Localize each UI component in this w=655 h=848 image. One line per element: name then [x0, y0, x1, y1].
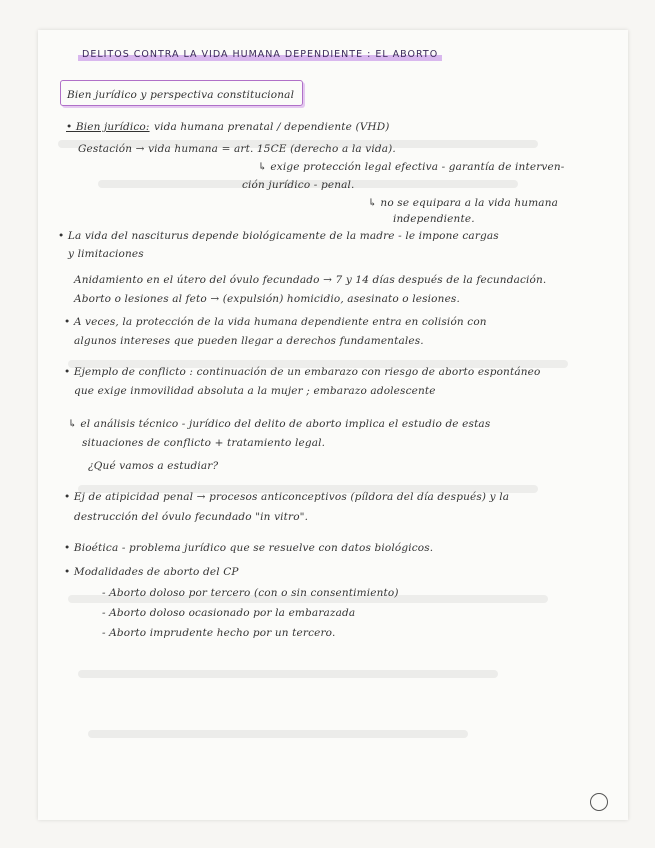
- section-heading-box: [60, 80, 303, 106]
- note-modalidad-2: - Aborto doloso ocasionado por la embarazada: [102, 607, 356, 619]
- note-bioetica: • Bioética - problema jurídico que se resuelve con datos biológicos.: [64, 542, 434, 554]
- note-bien-juridico-label: • Bien jurídico:: [66, 121, 150, 133]
- note-modalidad-3: - Aborto imprudente hecho por un tercero.: [102, 627, 336, 639]
- note-gestacion: Gestación → vida humana = art. 15CE (derecho a la vida).: [78, 143, 396, 155]
- note-intervencion: ción jurídico - penal.: [242, 179, 355, 191]
- note-colision: • A veces, la protección de la vida humana dependiente entra en colisión con: [64, 316, 487, 328]
- note-atipicidad: • Ej de atipicidad penal → procesos anticonceptivos (píldora del día después) y la: [64, 491, 510, 503]
- note-que-estudiar: ¿Qué vamos a estudiar?: [88, 460, 219, 472]
- note-ejemplo-conflicto: • Ejemplo de conflicto : continuación de un embarazo con riesgo de aborto espontáneo: [64, 366, 541, 378]
- note-modalidades: • Modalidades de aborto del CP: [64, 566, 239, 578]
- note-nasciturus: • La vida del nasciturus depende biológicamente de la madre - le impone cargas: [58, 230, 499, 242]
- note-situaciones-conflicto: situaciones de conflicto + tratamiento legal.: [82, 437, 326, 449]
- note-inmovilidad: que exige inmovilidad absoluta a la mujer ; embarazo adolescente: [74, 385, 436, 397]
- note-limitaciones: y limitaciones: [68, 248, 144, 260]
- notebook-page: [38, 30, 628, 820]
- note-no-equipara: ↳ no se equipara a la vida humana: [368, 197, 559, 209]
- corner-stamp-icon: [590, 793, 608, 811]
- note-intereses: algunos intereses que pueden llegar a derechos fundamentales.: [74, 335, 424, 347]
- note-bien-juridico-text: vida humana prenatal / dependiente (VHD): [154, 121, 390, 133]
- section-heading: Bien jurídico y perspectiva constitucional: [67, 89, 295, 101]
- note-aborto-lesiones: Aborto o lesiones al feto → (expulsión) homicidio, asesinato o lesiones.: [74, 293, 460, 305]
- note-modalidad-1: - Aborto doloso por tercero (con o sin consentimiento): [102, 587, 399, 599]
- note-independiente: independiente.: [393, 213, 475, 225]
- note-destruccion-ovulo: destrucción del óvulo fecundado "in vitro".: [74, 511, 309, 523]
- note-anidamiento: Anidamiento en el útero del óvulo fecundado → 7 y 14 días después de la fecundación.: [74, 274, 547, 286]
- note-analisis-tecnico: ↳ el análisis técnico - jurídico del delito de aborto implica el estudio de estas: [68, 418, 491, 430]
- note-exige-proteccion: ↳ exige protección legal efectiva - garantía de interven-: [258, 161, 565, 173]
- page-title: DELITOS CONTRA LA VIDA HUMANA DEPENDIENTE : EL ABORTO: [78, 48, 442, 61]
